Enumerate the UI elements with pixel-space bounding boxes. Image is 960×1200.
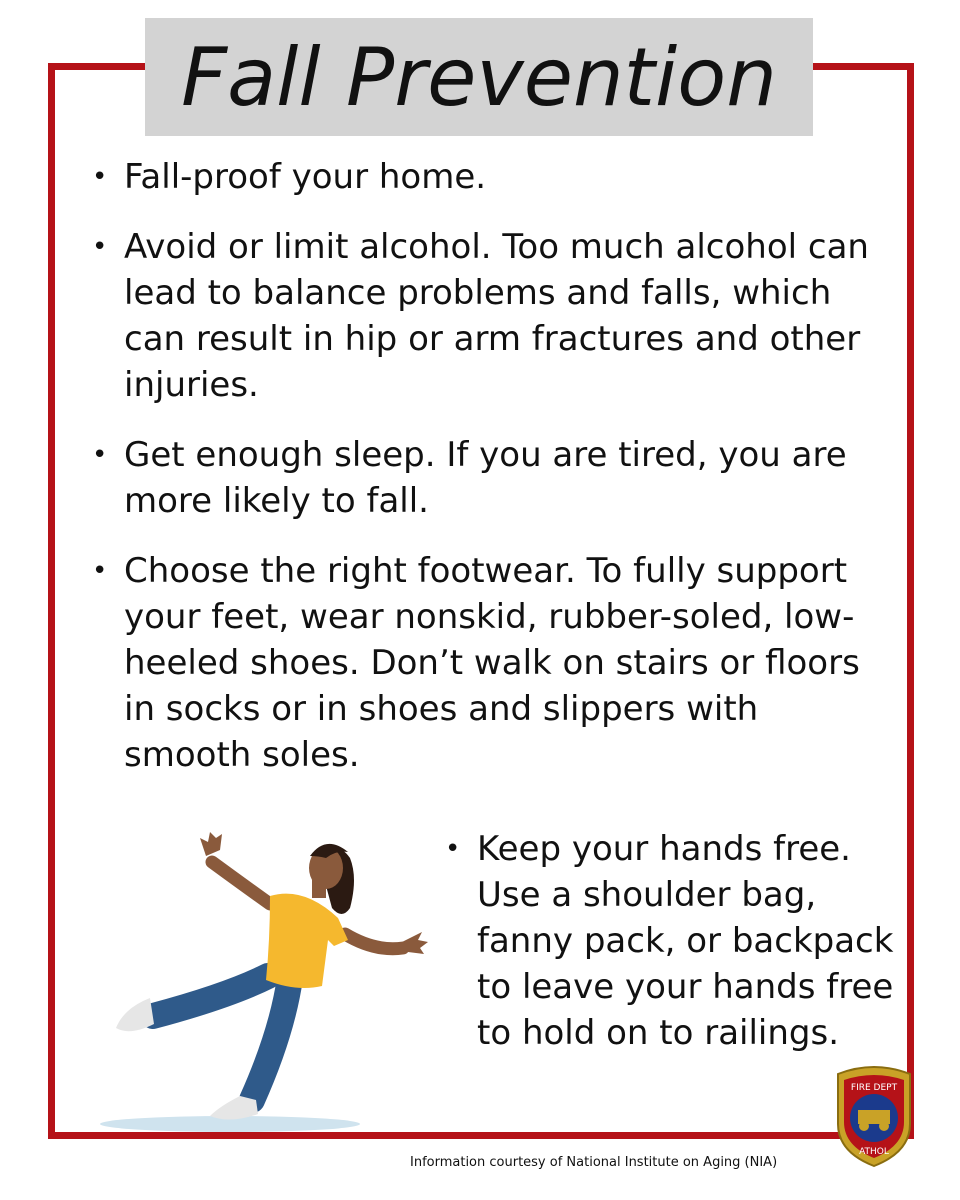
- badge-bottom-text: ATHOL: [859, 1147, 889, 1157]
- source-credit: Information courtesy of National Institute on Aging (NIA): [410, 1155, 778, 1170]
- tips-list: [92, 154, 872, 802]
- tip-item: • Avoid or limit alcohol. Too much alcohol can lead to balance problems and falls, which can result in hip or arm fractures and other injuries.: [92, 224, 872, 408]
- slipping-woman-illustration: [90, 826, 435, 1136]
- title-banner: [145, 18, 813, 136]
- badge-top-text: FIRE DEPT: [850, 1083, 898, 1093]
- tip-item: • Choose the right footwear. To fully support your feet, wear nonskid, rubber-soled, low-heeled shoes. Don’t walk on stairs or floors in socks or in shoes and slippers with smooth soles.: [92, 548, 872, 778]
- tip-item: • Fall-proof your home.: [92, 154, 872, 200]
- athol-fire-dept-badge-icon: [834, 1064, 914, 1168]
- tip-item: • Get enough sleep. If you are tired, you are more likely to fall.: [92, 432, 872, 524]
- tip-item-hands-free: • Keep your hands free. Use a shoulder bag, fanny pack, or backpack to leave your hands free to hold on to railings.: [445, 826, 905, 1056]
- page-title: Fall Prevention: [181, 31, 777, 124]
